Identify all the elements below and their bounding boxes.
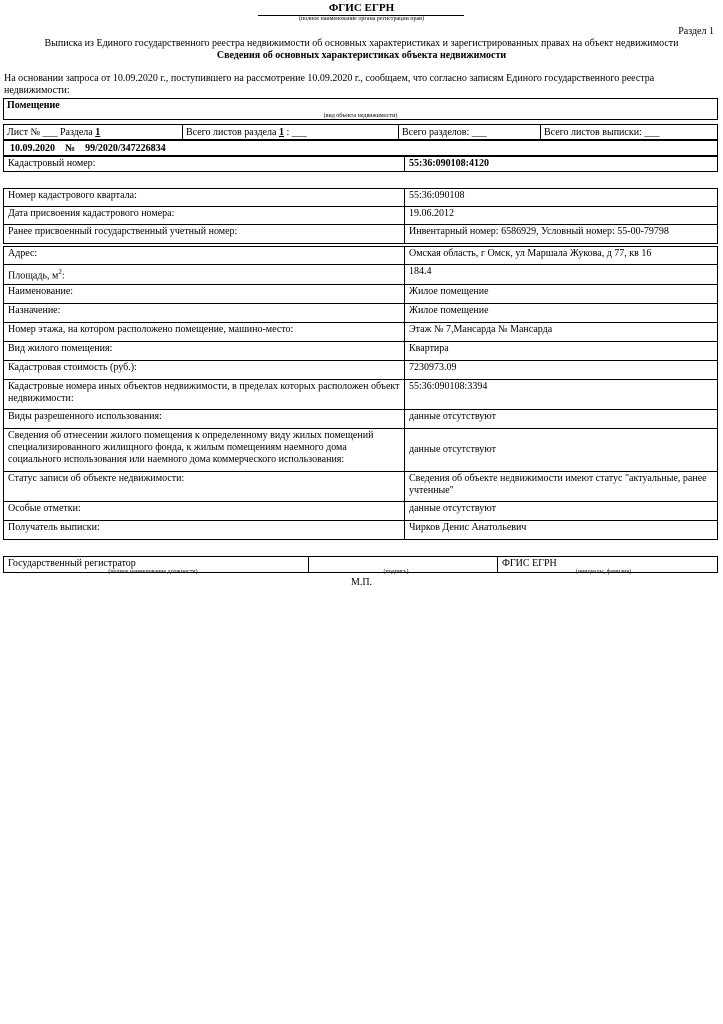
sheet-info: Лист № ___ Раздела 1 — [7, 127, 101, 138]
basis-text: На основании запроса от 10.09.2020 г., поступившего на рассмотрение 10.09.2020 г., сообщаем, что согласно записям Единого государственного реестра недвижимости: — [4, 73, 655, 96]
extract-date-number: 10.09.2020 № 99/2020/347226834 — [10, 143, 166, 154]
section-label: Раздел 1 — [678, 26, 714, 37]
registrar-position: Государственный регистратор — [4, 557, 309, 573]
stamp-place: М.П. — [350, 577, 373, 588]
table-row: Дата присвоения кадастрового номера: 19.06.2012 — [4, 207, 718, 225]
org-name: ФГИС ЕГРН — [328, 2, 395, 14]
table-row: Номер этажа, на котором расположено помещение, машино-место: Этаж № 7,Мансарда № Мансарда — [4, 323, 718, 342]
name-caption: (инициалы, фамилия) — [575, 569, 632, 575]
table-row: Получатель выписки: Чирков Денис Анатольевич — [4, 521, 718, 540]
cadastral-value: 55:36:090108:4120 — [405, 157, 718, 172]
table-row: Кадастровые номера иных объектов недвижимости, в пределах которых расположен объект недвижимости: 55:36:090108:3394 — [4, 380, 718, 410]
characteristics-table-2 — [3, 246, 718, 540]
table-row: Виды разрешенного использования: данные отсутствуют — [4, 410, 718, 429]
table-row: Статус записи об объекте недвижимости: Сведения об объекте недвижимости имеют статус "актуальные, ранее учтенные" — [4, 472, 718, 502]
object-type: Помещение — [7, 100, 60, 111]
signature-caption: (подпись) — [383, 569, 409, 575]
org-caption: (полное наименование органа регистрации прав) — [298, 16, 425, 22]
cadastral-label: Кадастровый номер: — [4, 157, 405, 172]
object-type-row — [3, 98, 718, 120]
table-row: Сведения об отнесении жилого помещения к определенному виду жилых помещений специализированного жилищного фонда, к жилым помещениям наемного дома социального использования или наемного дома коммерческого использования: данные отсутствуют — [4, 429, 718, 472]
cadastral-number-table — [3, 156, 718, 172]
total-sections: Всего разделов: ___ — [402, 127, 487, 138]
table-row: Адрес: Омская область, г Омск, ул Маршала Жукова, д 77, кв 16 — [4, 247, 718, 265]
table-row: Вид жилого помещения: Квартира — [4, 342, 718, 361]
table-row: Ранее присвоенный государственный учетный номер: Инвентарный номер: 6586929, Условный номер: 55-00-79798 — [4, 225, 718, 244]
table-row: Номер кадастрового квартала: 55:36:090108 — [4, 189, 718, 207]
table-row: Особые отметки: данные отсутствуют — [4, 502, 718, 521]
total-sheets: Всего листов раздела 1 : ___ — [186, 127, 307, 138]
registrar-name: ФГИС ЕГРН — [498, 557, 718, 573]
table-row: Площадь, $м^2$: 184.4 — [4, 265, 718, 285]
sheets-row — [3, 124, 718, 140]
characteristics-table — [3, 188, 718, 244]
date-number-row — [3, 140, 718, 156]
extract-title: Выписка из Единого государственного реестра недвижимости об основных характеристиках и зарегистрированных правах на объект недвижимости — [44, 38, 679, 49]
extract-subtitle: Сведения об основных характеристиках объекта недвижимости — [216, 50, 507, 61]
total-extract-sheets: Всего листов выписки: ___ — [544, 127, 660, 138]
object-type-caption: (вид объекта недвижимости) — [323, 113, 398, 119]
table-row: Назначение: Жилое помещение — [4, 304, 718, 323]
table-row: Кадастровая стоимость (руб.): 7230973.09 — [4, 361, 718, 380]
position-caption: (полное наименование должности) — [108, 569, 198, 575]
table-row: Наименование: Жилое помещение — [4, 285, 718, 304]
